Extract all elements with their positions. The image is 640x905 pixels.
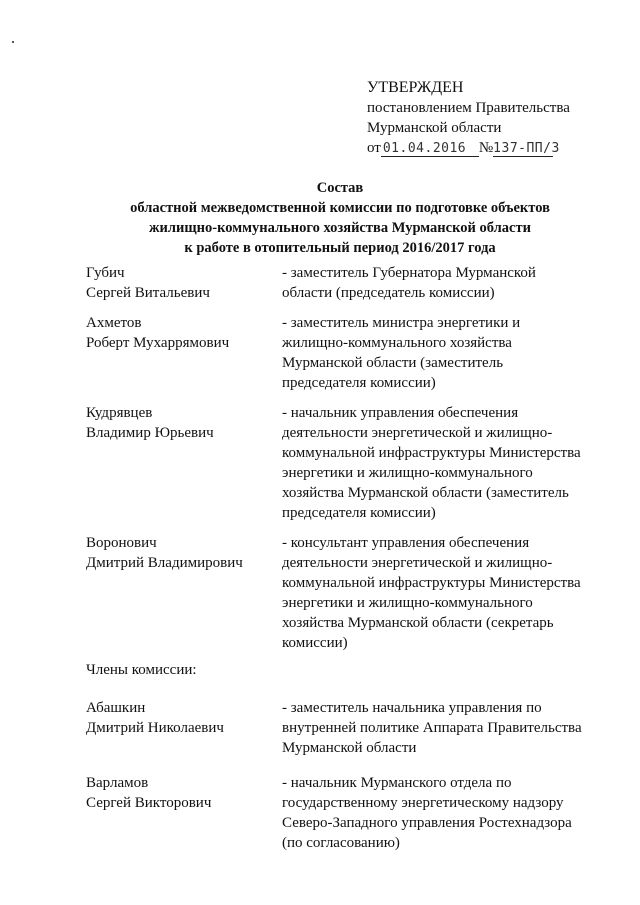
member-row (86, 773, 626, 853)
member-given-name: Дмитрий Владимирович (86, 555, 243, 571)
members-list (86, 263, 626, 853)
member-name (86, 533, 282, 653)
approval-line-2: Мурманской области (367, 120, 502, 136)
member-row (86, 313, 626, 393)
section-label: Члены комиссии: (86, 662, 197, 678)
member-surname: Воронович (86, 535, 157, 551)
member-role (282, 403, 622, 523)
role-line: - начальник управления обеспечения (282, 405, 519, 421)
member-name (86, 773, 282, 853)
title-line-3: жилищно-коммунального хозяйства Мурманской области (149, 220, 531, 236)
approval-date: 01.04.2016 (381, 141, 479, 157)
member-given-name: Сергей Витальевич (86, 285, 210, 301)
role-line: председателя комиссии) (282, 505, 436, 521)
role-line: коммунальной инфраструктуры Министерства (282, 445, 581, 461)
title-line-2: областной межведомственной комиссии по подготовке объектов (130, 200, 550, 216)
role-line: - консультант управления обеспечения (282, 535, 530, 551)
member-name (86, 698, 282, 758)
member-name (86, 263, 282, 303)
role-line: области (председатель комиссии) (282, 285, 495, 301)
approval-stamp (367, 78, 570, 158)
role-line: коммунальной инфраструктуры Министерства (282, 575, 581, 591)
document-title (60, 178, 620, 258)
member-row (86, 698, 626, 758)
member-surname: Варламов (86, 775, 149, 791)
role-line: Северо-Западного управления Ростехнадзора (282, 815, 572, 831)
member-role (282, 313, 622, 393)
role-line: - заместитель начальника управления по (282, 700, 542, 716)
role-line: государственному энергетическому надзору (282, 795, 564, 811)
member-name (86, 313, 282, 393)
member-given-name: Сергей Викторович (86, 795, 212, 811)
member-given-name: Дмитрий Николаевич (86, 720, 224, 736)
title-line-4: к работе в отопительный период 2016/2017 года (184, 240, 496, 256)
role-line: Мурманской области (282, 740, 417, 756)
member-row (86, 403, 626, 523)
scan-mark (12, 41, 14, 43)
approval-heading: УТВЕРЖДЕН (367, 79, 464, 96)
role-line: - заместитель Губернатора Мурманской (282, 265, 536, 281)
member-name (86, 403, 282, 523)
member-surname: Абашкин (86, 700, 146, 716)
member-given-name: Роберт Мухаррямович (86, 335, 230, 351)
role-line: энергетики и жилищно-коммунального (282, 595, 533, 611)
member-row (86, 263, 626, 303)
role-line: - заместитель министра энергетики и (282, 315, 521, 331)
role-line: деятельности энергетической и жилищно- (282, 555, 553, 571)
member-given-name: Владимир Юрьевич (86, 425, 214, 441)
member-surname: Ахметов (86, 315, 142, 331)
approval-line-1: постановлением Правительства (367, 100, 570, 116)
member-role (282, 263, 622, 303)
number-prefix: № (478, 140, 494, 156)
member-row (86, 533, 626, 653)
role-line: энергетики и жилищно-коммунального (282, 465, 533, 481)
role-line: деятельности энергетической и жилищно- (282, 425, 553, 441)
role-line: комиссии) (282, 635, 348, 651)
member-role (282, 773, 622, 853)
title-line-1: Состав (316, 180, 364, 196)
role-line: председателя комиссии) (282, 375, 436, 391)
role-line: (по согласованию) (282, 835, 400, 851)
role-line: хозяйства Мурманской области (секретарь (282, 615, 554, 631)
role-line: - начальник Мурманского отдела по (282, 775, 512, 791)
role-line: жилищно-коммунального хозяйства (282, 335, 512, 351)
member-role (282, 533, 622, 653)
member-surname: Кудрявцев (86, 405, 153, 421)
member-role (282, 698, 622, 758)
role-line: хозяйства Мурманской области (заместитель (282, 485, 569, 501)
approval-number: 137-ПП/3 (493, 141, 560, 156)
member-surname: Губич (86, 265, 125, 281)
role-line: Мурманской области (заместитель (282, 355, 504, 371)
approval-date-line (367, 138, 570, 158)
role-line: внутренней политике Аппарата Правительства (282, 720, 582, 736)
date-prefix: от (367, 140, 381, 156)
